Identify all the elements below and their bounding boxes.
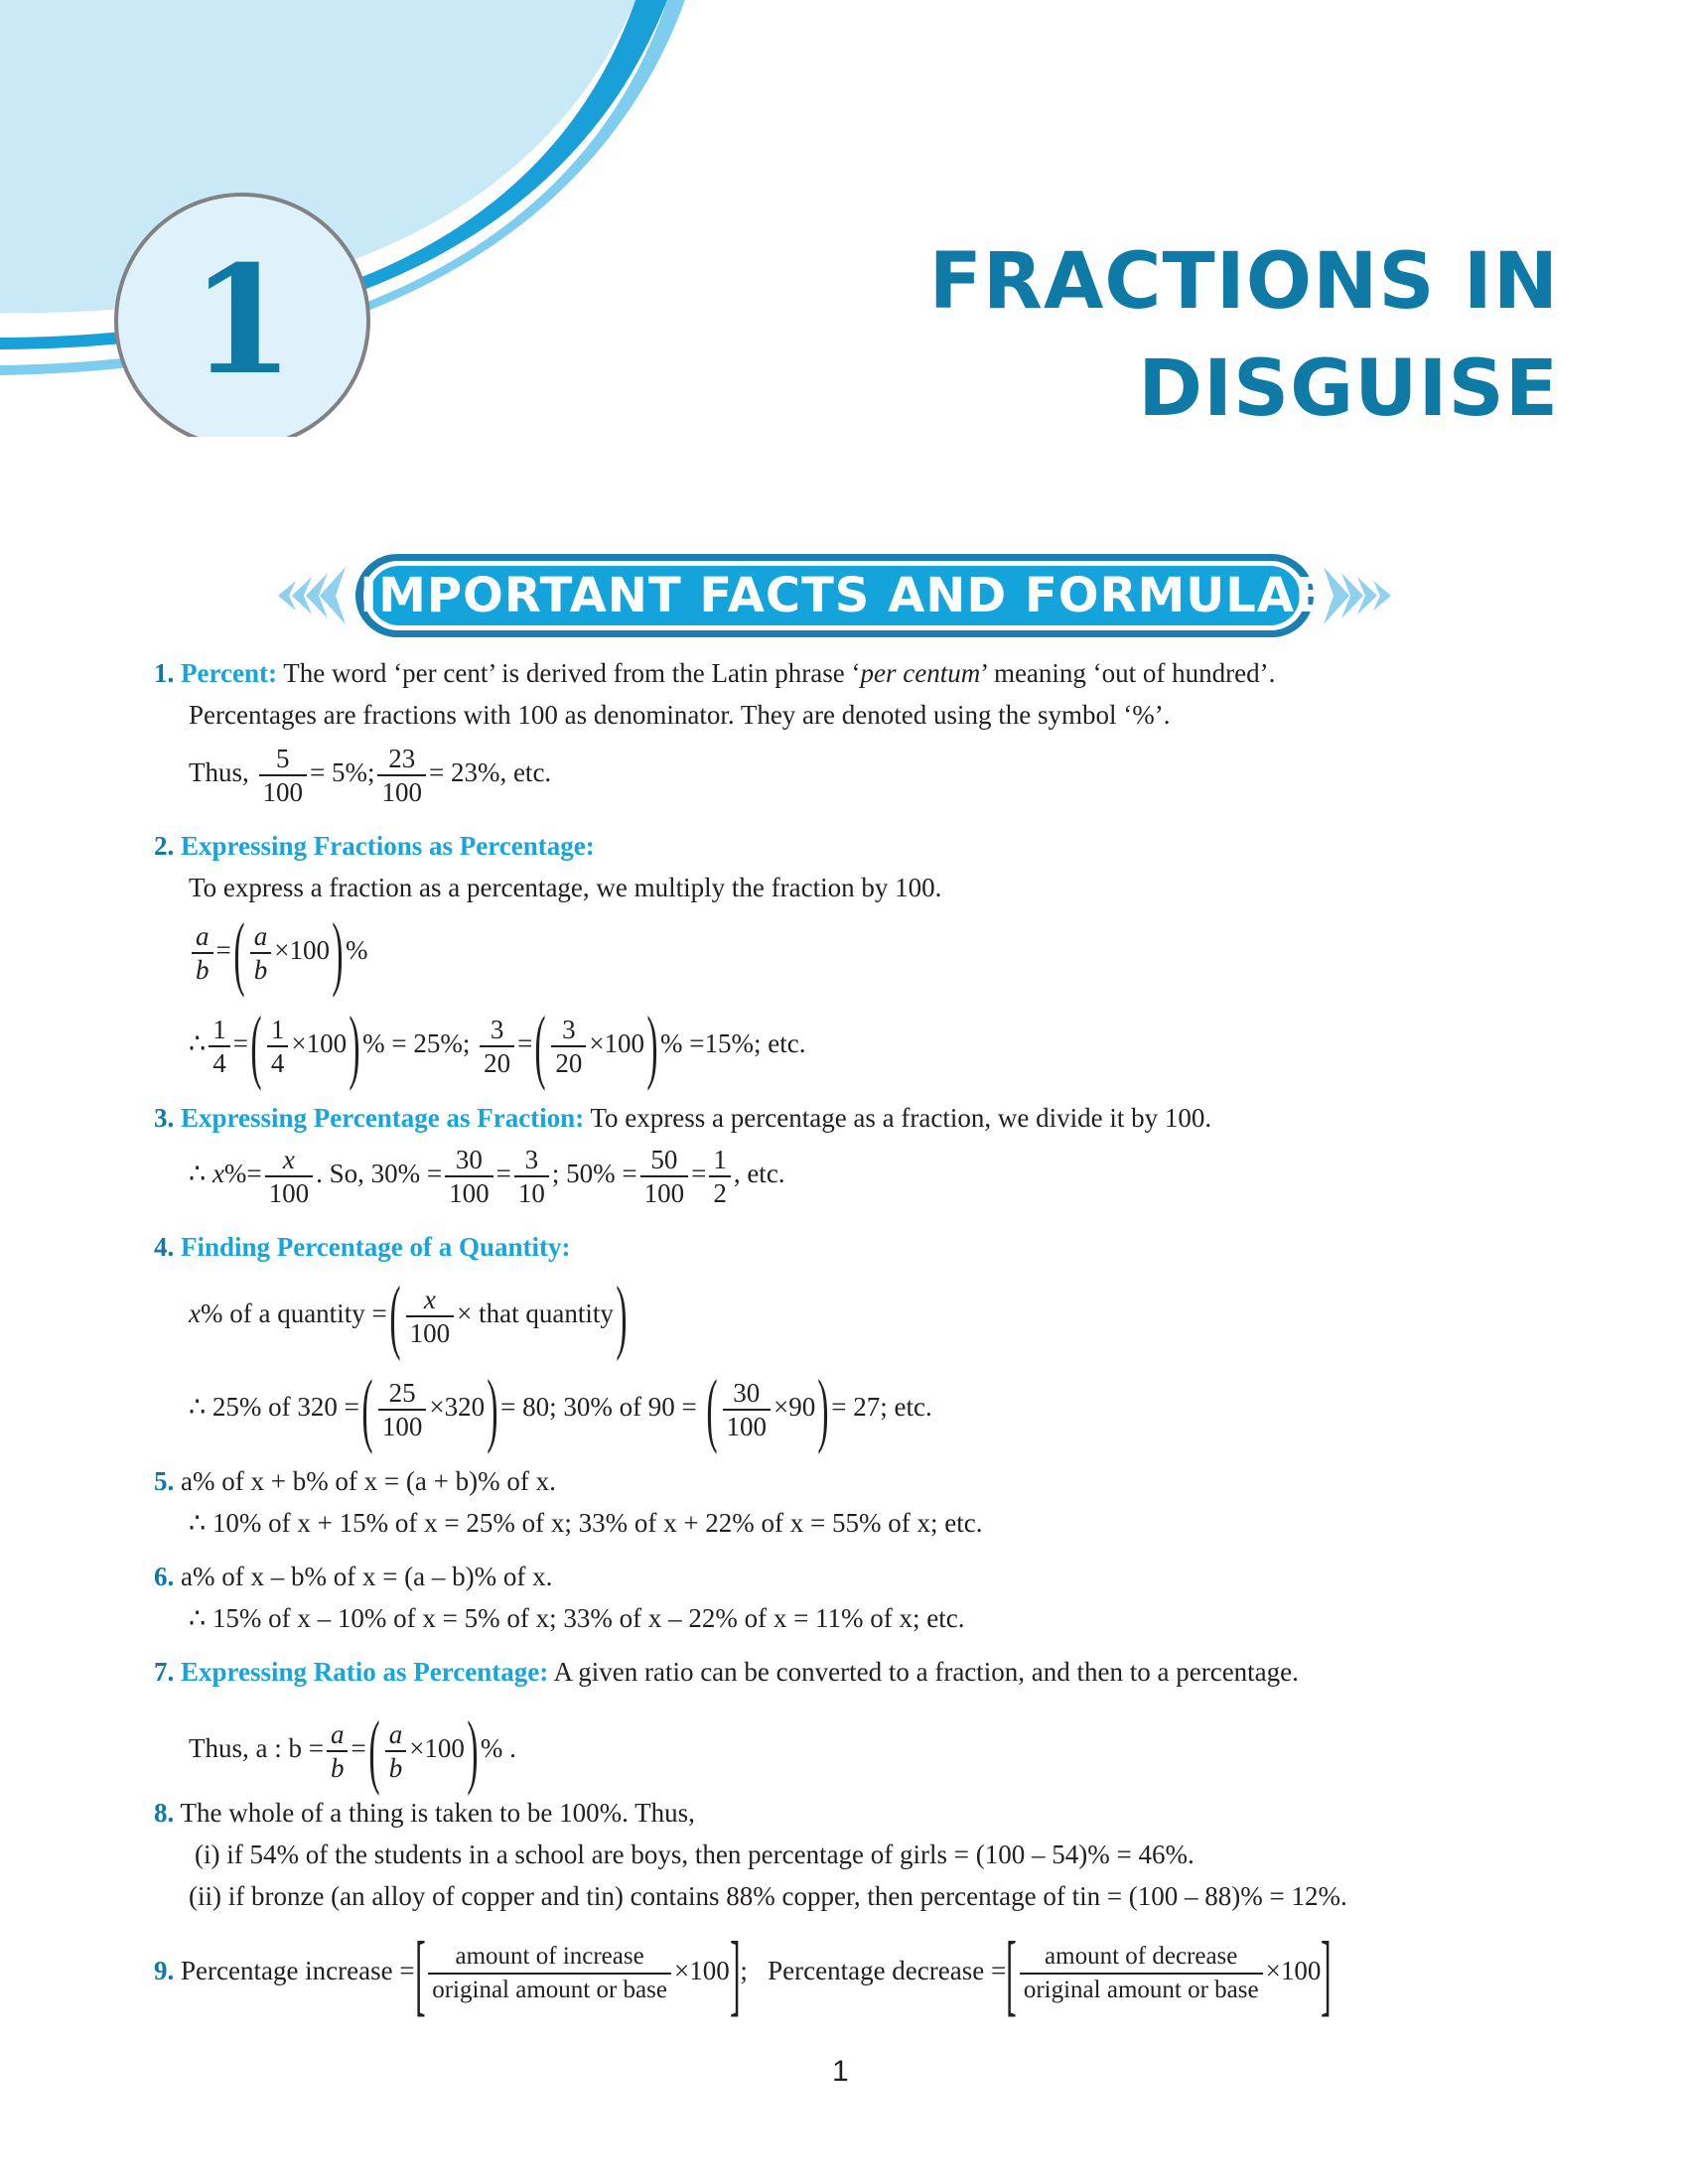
fraction	[640, 1144, 689, 1209]
text: %	[345, 935, 368, 966]
text: , etc.	[733, 1159, 785, 1189]
text: Percentage decrease =	[768, 1956, 1007, 1986]
numerator: 1	[709, 1144, 731, 1177]
item-3-line1	[154, 1102, 1211, 1134]
item-5-line1	[154, 1465, 556, 1497]
item-4-formula	[189, 1270, 630, 1362]
denominator: 20	[484, 1048, 511, 1078]
text: = 27; etc.	[831, 1392, 932, 1423]
item-number: 5.	[154, 1466, 175, 1496]
text: %=	[223, 1159, 262, 1189]
variable: x	[189, 1298, 201, 1329]
item-number: 6.	[154, 1562, 175, 1591]
chapter-number: 1	[190, 233, 295, 408]
paren: (	[705, 1363, 718, 1455]
chapter-title-line1: FRACTIONS IN	[928, 237, 1559, 327]
denominator: 4	[270, 1048, 285, 1078]
fraction	[209, 1014, 230, 1079]
item-italic: per centum	[860, 658, 981, 688]
denominator: b	[253, 955, 268, 985]
numerator: 3	[480, 1014, 514, 1047]
item-number: 1.	[154, 658, 175, 688]
paren: )	[349, 1000, 360, 1092]
item-heading: Expressing Percentage as Fraction:	[181, 1103, 585, 1133]
fraction	[250, 920, 272, 986]
item-number: 3.	[154, 1103, 175, 1133]
item-8-sub1: (i) if 54% of the students in a school are boys, then percentage of girls = (100 – 54)% = 46%.	[195, 1840, 1195, 1869]
numerator: 25	[378, 1377, 427, 1411]
bracket: ]	[1321, 1923, 1333, 2024]
fraction	[259, 743, 308, 808]
item-number: 9.	[154, 1956, 175, 1986]
numerator: 50	[640, 1144, 689, 1177]
paren: )	[467, 1705, 479, 1797]
numerator: amount of decrease	[1020, 1941, 1263, 1975]
denominator: b	[196, 955, 210, 985]
denominator: b	[388, 1753, 403, 1783]
numerator: x	[265, 1144, 314, 1177]
text: =	[691, 1159, 707, 1189]
text: % =15%;	[660, 1028, 762, 1059]
text: =	[495, 1159, 511, 1189]
denominator: 10	[517, 1178, 545, 1208]
denominator: b	[330, 1753, 345, 1783]
fraction	[709, 1144, 731, 1209]
banner-title: IMPORTANT FACTS AND FORMULAE	[359, 568, 1329, 623]
numerator: 3	[551, 1014, 586, 1047]
denominator: original amount or base	[432, 1977, 667, 2003]
denominator: original amount or base	[1023, 1977, 1259, 2003]
text: ×100	[1265, 1956, 1322, 1986]
fraction	[428, 1941, 671, 2006]
item-text: To express a percentage as a fraction, we divide it by 100.	[584, 1103, 1212, 1133]
paren: )	[487, 1363, 498, 1455]
denominator: 20	[555, 1048, 583, 1078]
item-4-examples	[189, 1363, 932, 1455]
fraction	[377, 743, 426, 808]
item-1-line1	[154, 657, 1275, 689]
numerator: x	[406, 1284, 455, 1317]
numerator: amount of increase	[428, 1941, 671, 1975]
item-heading: Finding Percentage of a Quantity:	[181, 1232, 571, 1262]
text: etc.	[761, 1028, 806, 1059]
fraction	[445, 1144, 493, 1209]
item-text: The whole of a thing is taken to be 100%. Thus,	[180, 1798, 695, 1828]
bracket: [	[414, 1923, 426, 2024]
numerator: a	[385, 1718, 407, 1752]
numerator: 3	[514, 1144, 549, 1177]
therefore-symbol: ∴	[189, 1028, 207, 1059]
paren: (	[233, 906, 245, 999]
fraction	[723, 1377, 772, 1442]
text: % .	[480, 1733, 516, 1764]
item-number: 2.	[154, 831, 175, 861]
fraction	[406, 1284, 455, 1349]
text: ×320	[429, 1392, 486, 1423]
numerator: 30	[445, 1144, 493, 1177]
fraction	[1020, 1941, 1263, 2006]
bracket: ]	[729, 1923, 741, 2024]
text: % of a quantity =	[200, 1298, 387, 1329]
item-7-line1	[154, 1656, 1299, 1688]
paren: )	[646, 1000, 658, 1092]
text: ×100	[673, 1956, 730, 1986]
text: ×100	[291, 1028, 348, 1059]
numerator: 1	[209, 1014, 230, 1047]
paren: (	[534, 1000, 546, 1092]
item-2-formula	[189, 906, 368, 999]
text: Thus,	[189, 1733, 256, 1764]
denominator: 100	[643, 1178, 685, 1208]
text: ∴ 25% of 320 =	[189, 1392, 359, 1423]
text: Percentage increase =	[174, 1956, 415, 1986]
denominator: 4	[212, 1048, 226, 1078]
text: . So, 30% =	[316, 1159, 443, 1189]
item-3-formula	[189, 1144, 785, 1209]
paren: (	[361, 1363, 373, 1455]
fraction	[385, 1718, 407, 1784]
variable: x	[211, 1159, 224, 1189]
paren: )	[332, 906, 344, 999]
text: ; 50% =	[551, 1159, 637, 1189]
item-6-line2: ∴ 15% of x – 10% of x = 5% of x; 33% of x – 22% of x = 11% of x; etc.	[189, 1603, 965, 1633]
item-4-line1	[154, 1231, 570, 1263]
item-text: The word ‘per cent’ is derived from the Latin phrase ‘	[276, 658, 861, 688]
denominator: 100	[381, 777, 422, 807]
numerator: 23	[377, 743, 426, 776]
item-text: a% of x – b% of x = (a – b)% of x.	[181, 1562, 553, 1591]
fraction	[265, 1144, 314, 1209]
text: ×100	[274, 935, 330, 966]
text: × that quantity	[457, 1298, 614, 1329]
item-heading: Expressing Ratio as Percentage:	[181, 1657, 549, 1687]
item-heading: Expressing Fractions as Percentage:	[181, 831, 595, 861]
text: =	[232, 1028, 248, 1059]
item-9-formulas	[154, 1923, 1333, 2024]
chapter-title	[929, 228, 1559, 443]
item-5-line2: ∴ 10% of x + 15% of x = 25% of x; 33% of x + 22% of x = 55% of x; etc.	[189, 1508, 983, 1538]
fraction	[192, 920, 213, 986]
text: a : b =	[255, 1733, 324, 1764]
numerator: a	[192, 920, 213, 954]
denominator: 100	[409, 1318, 451, 1348]
fraction	[267, 1014, 289, 1079]
item-7-formula	[189, 1705, 516, 1797]
text: ×90	[774, 1392, 816, 1423]
item-number: 7.	[154, 1657, 175, 1687]
text: = 80; 30% of 90 =	[500, 1392, 697, 1423]
text: = 23%, etc.	[428, 757, 552, 788]
item-number: 4.	[154, 1232, 175, 1262]
denominator: 100	[726, 1412, 768, 1441]
fraction	[551, 1014, 586, 1079]
fraction	[327, 1718, 349, 1784]
numerator: a	[327, 1718, 349, 1752]
item-1-example	[189, 743, 551, 808]
item-1-line2: Percentages are fractions with 100 as denominator. They are denoted using the symbol ‘%’.	[189, 700, 1171, 730]
therefore-symbol: ∴	[189, 1159, 212, 1189]
text: Thus,	[189, 757, 249, 788]
text: =	[517, 1028, 533, 1059]
numerator: 1	[267, 1014, 289, 1047]
item-number: 8.	[154, 1798, 175, 1828]
numerator: 30	[723, 1377, 772, 1411]
denominator: 100	[449, 1178, 490, 1208]
item-2-line2: To express a fraction as a percentage, we multiply the fraction by 100.	[189, 873, 942, 902]
item-text: ’ meaning ‘out of hundred’.	[980, 658, 1276, 688]
paren: (	[368, 1705, 380, 1797]
item-text: a% of x + b% of x = (a + b)% of x.	[181, 1466, 556, 1496]
item-heading: Percent:	[181, 658, 277, 688]
denominator: 100	[268, 1178, 310, 1208]
chapter-title-line2: DISGUISE	[1138, 344, 1559, 434]
denominator: 100	[381, 1412, 423, 1441]
denominator: 100	[262, 777, 303, 807]
paren: )	[817, 1363, 829, 1455]
numerator: 5	[259, 743, 308, 776]
fraction	[378, 1377, 427, 1442]
fraction	[514, 1144, 549, 1209]
fraction	[480, 1014, 514, 1079]
text: ;	[740, 1956, 748, 1986]
page-number: 1	[832, 2055, 849, 2088]
item-6-line1	[154, 1561, 552, 1592]
paren: )	[616, 1270, 628, 1362]
item-8-sub2: (ii) if bronze (an alloy of copper and tin) contains 88% copper, then percentage of tin = (100 – 88)% = 12%.	[189, 1881, 1347, 1911]
item-8-line1	[154, 1797, 695, 1829]
text: =	[351, 1733, 366, 1764]
bracket: [	[1006, 1923, 1017, 2024]
numerator: a	[250, 920, 272, 954]
paren: (	[389, 1270, 401, 1362]
text: =	[215, 935, 231, 966]
item-text: A given ratio can be converted to a fraction, and then to a percentage.	[548, 1657, 1299, 1687]
item-2-examples	[189, 1000, 806, 1092]
text: % = 25%;	[362, 1028, 471, 1059]
denominator: 2	[713, 1178, 727, 1208]
paren: (	[250, 1000, 262, 1092]
text: ×100	[409, 1733, 465, 1764]
item-2-line1	[154, 830, 595, 862]
text: = 5%;	[310, 757, 375, 788]
text: ×100	[589, 1028, 645, 1059]
